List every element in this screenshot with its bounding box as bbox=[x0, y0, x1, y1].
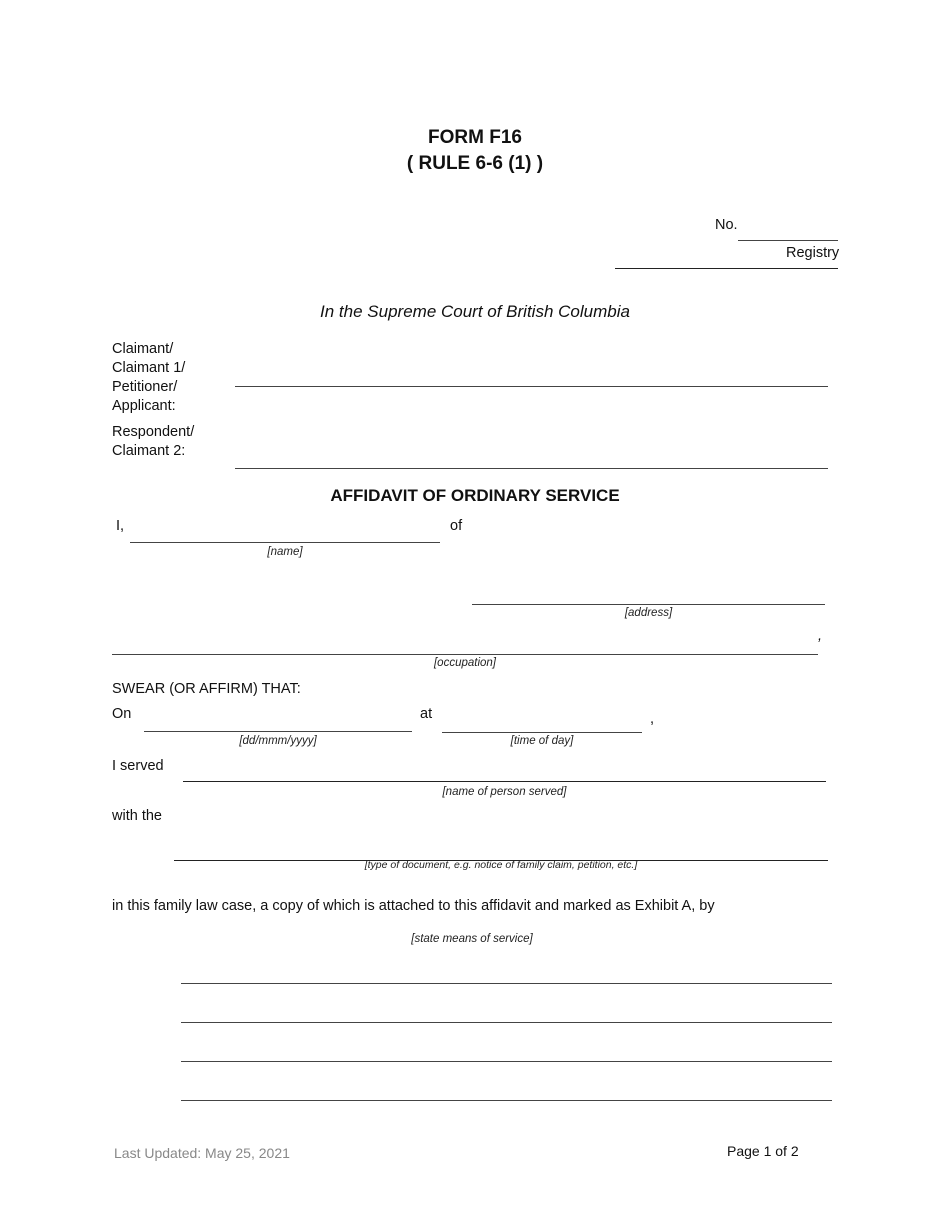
deponent-name-input[interactable] bbox=[131, 519, 441, 539]
registry-input[interactable] bbox=[615, 246, 784, 266]
respondent-input[interactable] bbox=[236, 446, 830, 466]
registry-underline bbox=[615, 268, 838, 269]
address-hint: [address] bbox=[624, 607, 673, 619]
at-label: at bbox=[420, 706, 433, 722]
swear-statement: SWEAR (OR AFFIRM) THAT: bbox=[112, 681, 301, 697]
form-title: FORM F16 bbox=[428, 127, 522, 148]
means-of-service-underline-4 bbox=[181, 1100, 832, 1101]
document-type-input[interactable] bbox=[175, 838, 829, 858]
occupation-comma: , bbox=[818, 628, 823, 644]
means-of-service-input-2[interactable] bbox=[182, 1000, 832, 1020]
last-updated: Last Updated: May 25, 2021 bbox=[114, 1145, 290, 1161]
with-the-label: with the bbox=[112, 808, 162, 824]
occupation-input[interactable] bbox=[113, 632, 819, 652]
court-file-number-input[interactable] bbox=[738, 219, 840, 239]
occupation-underline bbox=[112, 654, 818, 655]
respondent-underline bbox=[235, 468, 828, 469]
address-input[interactable] bbox=[473, 581, 826, 601]
occupation-hint: [occupation] bbox=[433, 657, 496, 669]
of-label: of bbox=[450, 518, 463, 534]
court-file-number-label: No. bbox=[715, 217, 738, 233]
case-statement: in this family law case, a copy of which is attached to this affidavit and marked as Exhibit A, by bbox=[112, 898, 715, 914]
means-of-service-underline-1 bbox=[181, 983, 832, 984]
claimant-input[interactable] bbox=[236, 364, 830, 384]
service-date-underline bbox=[144, 731, 412, 732]
means-of-service-underline-3 bbox=[181, 1061, 832, 1062]
respondent-label: Respondent/ Claimant 2: bbox=[112, 424, 195, 459]
means-of-service-input-3[interactable] bbox=[182, 1039, 832, 1059]
affidavit-heading: AFFIDAVIT OF ORDINARY SERVICE bbox=[330, 486, 620, 505]
service-date-input[interactable] bbox=[145, 709, 414, 729]
court-name: In the Supreme Court of British Columbia bbox=[320, 302, 630, 321]
service-time-input[interactable] bbox=[443, 710, 644, 730]
page-number: Page 1 of 2 bbox=[727, 1143, 799, 1159]
claimant-label: Claimant/ Claimant 1/ Petitioner/ Applicant: bbox=[112, 341, 186, 414]
deponent-name-underline bbox=[130, 542, 440, 543]
person-served-input[interactable] bbox=[184, 759, 828, 779]
name-hint: [name] bbox=[267, 546, 303, 558]
form-rule: ( RULE 6-6 (1) ) bbox=[406, 153, 544, 174]
served-label: I served bbox=[112, 758, 164, 774]
document-type-hint: [type of document, e.g. notice of family claim, petition, etc.] bbox=[364, 859, 638, 871]
court-file-number-underline bbox=[738, 240, 838, 241]
on-label: On bbox=[112, 706, 132, 722]
person-served-underline bbox=[183, 781, 826, 782]
date-hint: [dd/mmm/yyyy] bbox=[239, 735, 317, 747]
service-time-underline bbox=[442, 732, 642, 733]
means-of-service-input-4[interactable] bbox=[182, 1078, 832, 1098]
i-label: I, bbox=[116, 518, 125, 534]
address-underline bbox=[472, 604, 825, 605]
claimant-underline bbox=[235, 386, 828, 387]
means-of-service-input-1[interactable] bbox=[182, 961, 832, 981]
registry-label: Registry bbox=[786, 245, 840, 261]
means-of-service-underline-2 bbox=[181, 1022, 832, 1023]
time-hint: [time of day] bbox=[510, 735, 574, 747]
means-of-service-hint: [state means of service] bbox=[411, 933, 533, 945]
person-served-hint: [name of person served] bbox=[442, 786, 567, 798]
time-comma: , bbox=[650, 711, 655, 727]
